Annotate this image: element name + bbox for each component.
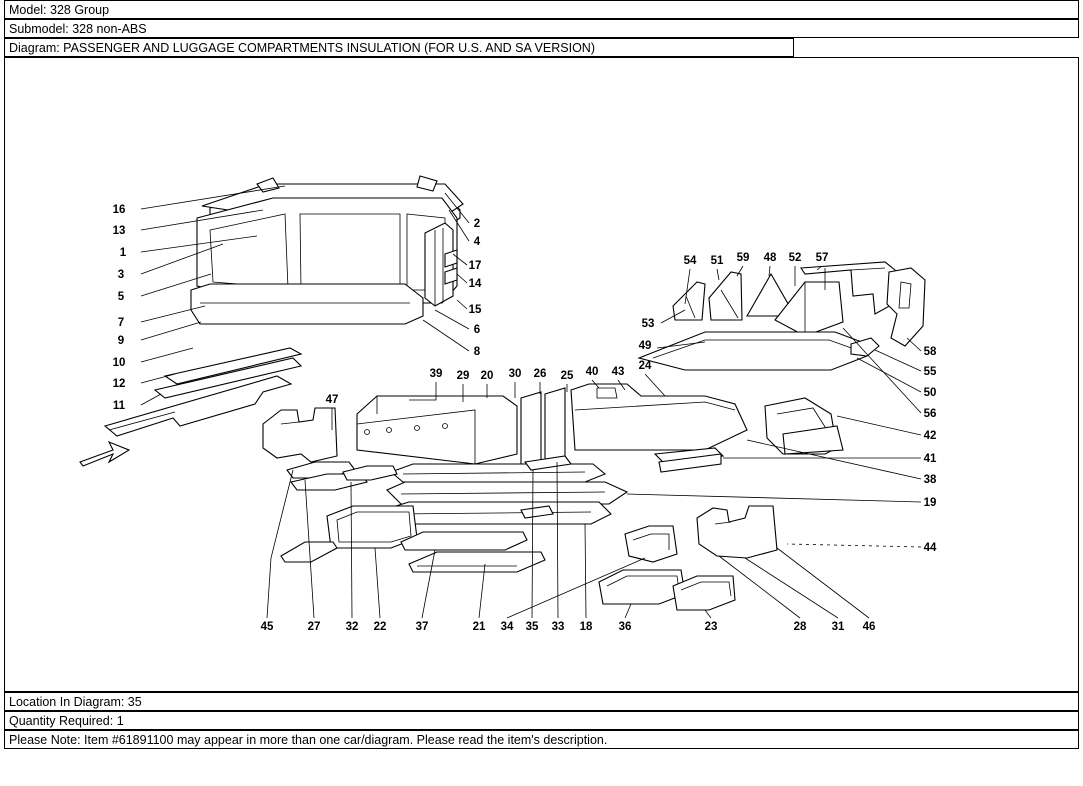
diagram-row: Diagram: PASSENGER AND LUGGAGE COMPARTMENTS INSULATION (FOR U.S. AND SA VERSION) [4, 38, 794, 57]
callout-47: 47 [325, 394, 339, 406]
bulkhead-assembly [191, 176, 463, 324]
callout-30: 30 [508, 368, 522, 380]
callout-54: 54 [683, 255, 697, 267]
callout-13: 13 [112, 225, 126, 237]
callout-56: 56 [923, 408, 937, 420]
diagram-canvas [4, 57, 1079, 692]
callout-16: 16 [112, 204, 126, 216]
callout-45: 45 [260, 621, 274, 633]
callout-12: 12 [112, 378, 126, 390]
callout-57: 57 [815, 252, 829, 264]
model-row: Model: 328 Group [4, 0, 1079, 19]
callout-58: 58 [923, 346, 937, 358]
callout-59: 59 [736, 252, 750, 264]
submodel-row: Submodel: 328 non-ABS [4, 19, 1079, 38]
callout-15: 15 [468, 304, 482, 316]
callout-3: 3 [117, 269, 125, 281]
callout-8: 8 [473, 346, 481, 358]
callout-38: 38 [923, 474, 937, 486]
callout-43: 43 [611, 366, 625, 378]
header-info [4, 0, 1079, 57]
location-row: Location In Diagram: 35 [4, 692, 1079, 711]
quantity-row: Quantity Required: 1 [4, 711, 1079, 730]
callout-44: 44 [923, 542, 937, 554]
callout-10: 10 [112, 357, 126, 369]
callout-17: 17 [468, 260, 482, 272]
callout-50: 50 [923, 387, 937, 399]
callout-28: 28 [793, 621, 807, 633]
callout-39: 39 [429, 368, 443, 380]
callout-42: 42 [923, 430, 937, 442]
callout-55: 55 [923, 366, 937, 378]
callout-5: 5 [117, 291, 125, 303]
callout-26: 26 [533, 368, 547, 380]
callout-1: 1 [119, 247, 127, 259]
rear-bulkhead-group [639, 262, 925, 370]
callout-20: 20 [480, 370, 494, 382]
footer-info [4, 692, 1079, 749]
callout-51: 51 [710, 255, 724, 267]
callout-24: 24 [638, 360, 652, 372]
callout-18: 18 [579, 621, 593, 633]
callout-35: 35 [525, 621, 539, 633]
callout-37: 37 [415, 621, 429, 633]
callout-31: 31 [831, 621, 845, 633]
callout-23: 23 [704, 621, 718, 633]
callout-36: 36 [618, 621, 632, 633]
callout-6: 6 [473, 324, 481, 336]
callout-25: 25 [560, 370, 574, 382]
callout-21: 21 [472, 621, 486, 633]
callout-14: 14 [468, 278, 482, 290]
callout-22: 22 [373, 621, 387, 633]
callout-19: 19 [923, 497, 937, 509]
callout-53: 53 [641, 318, 655, 330]
callout-11: 11 [112, 400, 126, 412]
callout-34: 34 [500, 621, 514, 633]
callout-32: 32 [345, 621, 359, 633]
note-row: Please Note: Item #61891100 may appear in more than one car/diagram. Please read the item's description. [4, 730, 1079, 749]
exploded-view-drawing [5, 58, 1078, 691]
callout-48: 48 [763, 252, 777, 264]
callout-49: 49 [638, 340, 652, 352]
callout-27: 27 [307, 621, 321, 633]
callout-40: 40 [585, 366, 599, 378]
callout-7: 7 [117, 317, 125, 329]
callout-2: 2 [473, 218, 481, 230]
callout-9: 9 [117, 335, 125, 347]
callout-46: 46 [862, 621, 876, 633]
callout-33: 33 [551, 621, 565, 633]
callout-29: 29 [456, 370, 470, 382]
callout-52: 52 [788, 252, 802, 264]
floor-panel-group [357, 384, 843, 524]
callout-4: 4 [473, 236, 481, 248]
callout-41: 41 [923, 453, 937, 465]
